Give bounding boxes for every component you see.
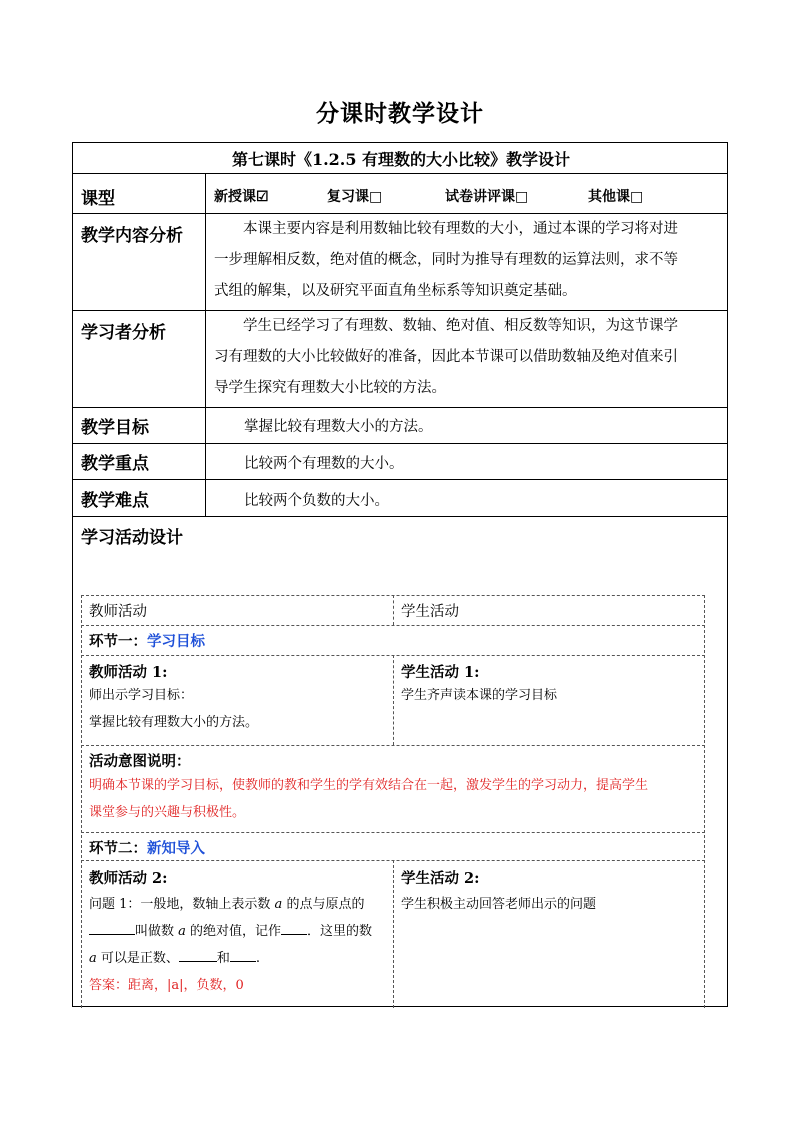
page-title: 分课时教学设计	[316, 100, 484, 127]
teacher-activity-header: 教师活动	[89, 604, 147, 620]
stage-2-name: 新知导入	[147, 840, 205, 857]
objectives-text: 掌握比较有理数大小的方法。	[244, 419, 433, 435]
column-divider	[205, 173, 206, 516]
key-points-label: 教学重点	[81, 454, 149, 474]
student-activity-1-title: 学生活动 1:	[401, 664, 480, 681]
learner-analysis-text: 学生已经学习了有理数、数轴、绝对值、相反数等知识，为这节课学 习有理数的大小比较做好的准备，因此本节课可以借助数轴及绝对值来引 导学生探究有理数大小比较的方法。	[214, 318, 678, 396]
activity-table	[81, 595, 705, 1008]
content-analysis-text: 本课主要内容是利用数轴比较有理数的大小，通过本课的学习将对进 一步理解相反数，绝对值的概念，同时为推导有理数的运算法则，求不等 式组的解集，以及研究平面直角坐标系等知识奠定基础。	[214, 221, 678, 299]
course-type-label: 课型	[81, 189, 115, 209]
row-divider	[73, 173, 727, 174]
activity-intent-label: 活动意图说明：	[89, 753, 191, 770]
student-activity-2-text: 学生积极主动回答老师出示的问题	[401, 897, 597, 912]
stage-2-heading: 环节二：新知导入	[89, 840, 205, 857]
row-divider	[73, 443, 727, 444]
activity-intent-text: 明确本节课的学习目标，使教师的教和学生的学有效结合在一起，激发学生的学习动力，提高学生 课堂参与的兴趣与积极性。	[89, 778, 649, 820]
stage-1-name: 学习目标	[147, 633, 205, 650]
dashed-divider	[81, 745, 705, 746]
dashed-divider	[704, 595, 705, 1008]
course-type-option-review: 复习课□	[327, 189, 383, 205]
dashed-divider	[393, 860, 394, 1008]
difficulties-label: 教学难点	[81, 491, 149, 511]
content-analysis-label: 教学内容分析	[81, 226, 183, 246]
lesson-title: 第七课时《1.2.5 有理数的大小比较》教学设计	[231, 150, 571, 169]
row-divider	[73, 479, 727, 480]
blank-zero	[230, 947, 256, 962]
row-divider	[73, 407, 727, 408]
key-points-text: 比较两个有理数的大小。	[244, 456, 404, 472]
dashed-divider	[393, 595, 394, 625]
objectives-label: 教学目标	[81, 418, 149, 438]
dashed-divider	[393, 655, 394, 745]
teacher-activity-2-answer: 答案：距离，|a|，负数，0	[89, 978, 244, 993]
dashed-divider	[81, 595, 82, 1008]
student-activity-2-title: 学生活动 2:	[401, 870, 480, 887]
activity-design-label: 学习活动设计	[81, 528, 183, 548]
teacher-activity-1-title: 教师活动 1:	[89, 664, 168, 681]
student-activity-header: 学生活动	[401, 604, 459, 620]
teacher-activity-2-title: 教师活动 2:	[89, 870, 168, 887]
blank-negative	[179, 947, 217, 962]
lesson-design-table	[72, 142, 728, 1007]
dashed-divider	[81, 625, 705, 626]
course-type-option-exam: 试卷讲评课□	[445, 189, 529, 205]
teacher-activity-2-question: 问题 1：一般地，数轴上表示数 a 的点与原点的 叫做数 a 的绝对值，记作 ．这里的数 a 可以是正数、 和 . 答案：距离，|a|，负数，0	[89, 891, 389, 999]
stage-1-heading: 环节一：学习目标	[89, 633, 205, 650]
difficulties-text: 比较两个负数的大小。	[244, 493, 389, 509]
dashed-divider	[81, 832, 705, 833]
course-type-option-new: 新授课☑	[214, 189, 269, 205]
course-type-option-other: 其他课□	[588, 189, 644, 205]
row-divider	[73, 516, 727, 517]
teacher-activity-1-text: 师出示学习目标： 掌握比较有理数大小的方法。	[89, 688, 259, 730]
blank-notation	[281, 920, 307, 935]
learner-analysis-label: 学习者分析	[81, 323, 166, 343]
blank-distance	[89, 920, 135, 935]
student-activity-1-text: 学生齐声读本课的学习目标	[401, 688, 558, 703]
